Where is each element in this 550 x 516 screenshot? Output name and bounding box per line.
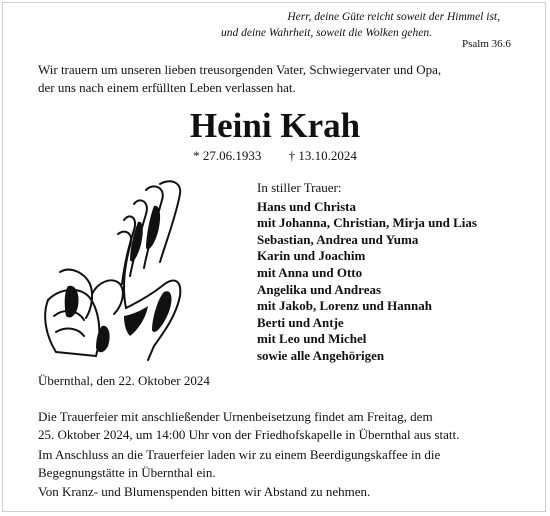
coffee-line-1: Im Anschluss an die Trauerfeier laden wir zu einem Beerdigungskaffee in die <box>38 447 441 462</box>
deceased-name: Heini Krah <box>189 106 361 145</box>
intro-line-1: Wir trauern um unseren lieben treusorgenden Vater, Schwiegervater und Opa, <box>38 62 442 77</box>
life-dates <box>0 148 550 164</box>
coffee-notice <box>38 446 528 481</box>
mourner-line: Karin und Joachim <box>257 248 366 264</box>
funeral-line-1: Die Trauerfeier mit anschließender Urnenbeisetzung findet am Freitag, dem <box>38 409 433 424</box>
bible-verse <box>200 9 500 41</box>
mourner-line: sowie alle Angehörigen <box>257 347 385 363</box>
mourners-list <box>257 180 547 365</box>
coffee-line-2: Begegnungstätte in Übernthal ein. <box>38 464 216 480</box>
funeral-notice <box>38 408 528 443</box>
mourner-line: mit Anna und Otto <box>257 264 363 280</box>
mourner-line: mit Johanna, Christian, Mirja und Lias <box>257 215 477 231</box>
death-date: † 13.10.2024 <box>288 148 357 163</box>
intro-text <box>38 61 518 97</box>
praying-hands-icon <box>42 176 194 362</box>
verse-reference: Psalm 36.6 <box>462 38 511 50</box>
mourner-line: Angelika und Andreas <box>257 281 382 297</box>
funeral-line-2: 25. Oktober 2024, um 14:00 Uhr von der Friedhofskapelle in Übernthal aus statt. <box>38 426 460 442</box>
birth-date: * 27.06.1933 <box>193 148 262 163</box>
mourner-line: mit Leo und Michel <box>257 331 367 347</box>
mourner-line: Hans und Christa <box>257 198 356 214</box>
mourner-line: mit Jakob, Lorenz und Hannah <box>257 298 432 314</box>
flowers-notice: Von Kranz- und Blumenspenden bitten wir Abstand zu nehmen. <box>38 484 371 499</box>
place-and-date: Übernthal, den 22. Oktober 2024 <box>38 373 210 388</box>
mourner-line: Sebastian, Andrea und Yuma <box>257 231 419 247</box>
intro-line-2: der uns nach einem erfüllten Leben verlassen hat. <box>38 80 296 95</box>
verse-line-1: Herr, deine Güte reicht soweit der Himmel ist, <box>287 11 500 23</box>
mourner-line: Berti und Antje <box>257 314 344 330</box>
mourners-label: In stiller Trauer: <box>257 180 342 195</box>
verse-line-2: und deine Wahrheit, soweit die Wolken gehen. <box>220 27 432 39</box>
